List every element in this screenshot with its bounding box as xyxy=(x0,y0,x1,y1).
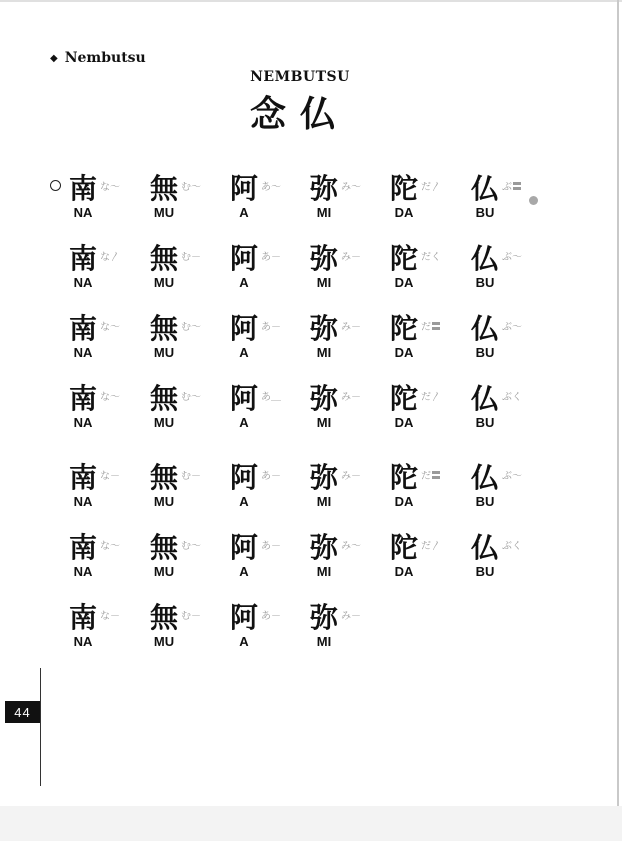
syllable-kana: ぶ〜 xyxy=(502,471,522,482)
syllable-kana: な〜 xyxy=(100,322,120,333)
syllable-roman: MI xyxy=(316,415,332,430)
syllable-cell xyxy=(470,172,550,222)
syllable-roman: NA xyxy=(73,415,93,430)
syllable-kanji: 弥 xyxy=(309,531,338,564)
syllable-kanji: 阿 xyxy=(229,172,258,205)
syllable-cell xyxy=(149,312,229,362)
syllable-roman: A xyxy=(239,634,249,649)
syllable-kana: み－ xyxy=(341,322,361,333)
syllable-cell xyxy=(389,461,469,511)
syllable-kana: む〜 xyxy=(181,541,201,552)
syllable-roman: BU xyxy=(475,564,495,579)
syllable-kanji: 阿 xyxy=(229,242,258,275)
syllable-cell xyxy=(389,312,469,362)
syllable-roman: MU xyxy=(153,494,175,509)
syllable-roman: MU xyxy=(153,564,175,579)
syllable-kanji: 南 xyxy=(68,172,97,205)
syllable-kanji: 弥 xyxy=(309,382,338,415)
syllable-kanji: 仏 xyxy=(470,172,499,205)
syllable-kanji: 仏 xyxy=(470,242,499,275)
syllable-cell xyxy=(229,531,309,581)
syllable-kana: む〜 xyxy=(181,182,201,193)
syllable-cell xyxy=(229,312,309,362)
syllable-roman: MI xyxy=(316,634,332,649)
syllable-roman: BU xyxy=(475,345,495,360)
syllable-kana: な〜 xyxy=(100,392,120,403)
syllable-kanji: 無 xyxy=(149,382,178,415)
syllable-kana: ぶく xyxy=(502,392,522,403)
syllable-cell xyxy=(68,312,148,362)
syllable-cell xyxy=(389,382,469,432)
syllable-kana: だく xyxy=(421,252,441,263)
syllable-kanji: 南 xyxy=(68,461,97,494)
syllable-kanji: 陀 xyxy=(389,382,418,415)
syllable-kanji: 弥 xyxy=(309,312,338,345)
syllable-roman: BU xyxy=(475,205,495,220)
syllable-kana: ぶく xyxy=(502,541,522,552)
page-rule xyxy=(40,668,41,786)
syllable-kana: だ〓 xyxy=(421,471,441,482)
syllable-kana: み－ xyxy=(341,252,361,263)
syllable-roman: MU xyxy=(153,205,175,220)
syllable-roman: DA xyxy=(394,205,414,220)
syllable-kana: だ〳 xyxy=(421,392,441,403)
syllable-kana: み〜 xyxy=(341,541,361,552)
syllable-cell xyxy=(309,531,389,581)
syllable-kana: ぶ〓 xyxy=(502,182,522,193)
syllable-kanji: 阿 xyxy=(229,382,258,415)
syllable-kanji: 南 xyxy=(68,312,97,345)
syllable-kanji: 無 xyxy=(149,312,178,345)
syllable-cell xyxy=(309,242,389,292)
syllable-kana: な〜 xyxy=(100,541,120,552)
section-label-text: Nembutsu xyxy=(64,50,146,66)
syllable-kanji: 無 xyxy=(149,601,178,634)
syllable-kanji: 南 xyxy=(68,382,97,415)
syllable-kana: だ〳 xyxy=(421,541,441,552)
syllable-cell xyxy=(470,531,550,581)
syllable-cell xyxy=(309,312,389,362)
syllable-roman: NA xyxy=(73,275,93,290)
syllable-kana: ぶ〜 xyxy=(502,322,522,333)
syllable-roman: DA xyxy=(394,415,414,430)
syllable-roman: NA xyxy=(73,564,93,579)
syllable-kana: あ－ xyxy=(261,471,281,482)
syllable-kanji: 阿 xyxy=(229,312,258,345)
syllable-kana: み－ xyxy=(341,471,361,482)
syllable-roman: A xyxy=(239,275,249,290)
syllable-cell xyxy=(229,601,309,651)
syllable-kana: む－ xyxy=(181,611,201,622)
syllable-cell xyxy=(149,531,229,581)
syllable-roman: MI xyxy=(316,494,332,509)
syllable-cell xyxy=(68,461,148,511)
syllable-kanji: 無 xyxy=(149,531,178,564)
syllable-roman: NA xyxy=(73,494,93,509)
diamond-icon: ◆ xyxy=(50,52,58,64)
syllable-cell xyxy=(229,172,309,222)
syllable-cell xyxy=(149,601,229,651)
syllable-roman: MI xyxy=(316,205,332,220)
syllable-cell xyxy=(149,172,229,222)
syllable-roman: NA xyxy=(73,345,93,360)
syllable-cell xyxy=(470,382,550,432)
syllable-roman: DA xyxy=(394,275,414,290)
syllable-kana: な－ xyxy=(100,611,120,622)
syllable-cell xyxy=(389,531,469,581)
syllable-roman: MU xyxy=(153,415,175,430)
syllable-kanji: 南 xyxy=(68,242,97,275)
syllable-kanji: 仏 xyxy=(470,382,499,415)
syllable-kanji: 弥 xyxy=(309,172,338,205)
syllable-kana: み〜 xyxy=(341,182,361,193)
syllable-kana: な〳 xyxy=(100,252,120,263)
syllable-cell xyxy=(389,172,469,222)
syllable-roman: A xyxy=(239,564,249,579)
syllable-roman: A xyxy=(239,494,249,509)
syllable-kana: あ－ xyxy=(261,252,281,263)
syllable-roman: A xyxy=(239,415,249,430)
syllable-roman: BU xyxy=(475,415,495,430)
syllable-cell xyxy=(68,382,148,432)
syllable-roman: DA xyxy=(394,564,414,579)
syllable-kana: な〜 xyxy=(100,182,120,193)
page-top-edge xyxy=(0,0,622,2)
syllable-cell xyxy=(470,312,550,362)
syllable-cell xyxy=(229,461,309,511)
syllable-roman: BU xyxy=(475,275,495,290)
syllable-kana: あ－ xyxy=(261,541,281,552)
syllable-kanji: 南 xyxy=(68,531,97,564)
syllable-roman: DA xyxy=(394,345,414,360)
syllable-kana: あ－ xyxy=(261,322,281,333)
syllable-kana: み－ xyxy=(341,392,361,403)
syllable-kanji: 阿 xyxy=(229,601,258,634)
syllable-kanji: 無 xyxy=(149,461,178,494)
syllable-roman: DA xyxy=(394,494,414,509)
syllable-kana: あ－ xyxy=(261,611,281,622)
syllable-kanji: 阿 xyxy=(229,531,258,564)
syllable-kanji: 陀 xyxy=(389,312,418,345)
syllable-kanji: 阿 xyxy=(229,461,258,494)
syllable-kanji: 仏 xyxy=(470,461,499,494)
syllable-kana: む〜 xyxy=(181,322,201,333)
syllable-cell xyxy=(470,461,550,511)
page-bottom-margin xyxy=(0,806,622,841)
syllable-cell xyxy=(149,382,229,432)
syllable-cell xyxy=(309,172,389,222)
syllable-cell xyxy=(309,382,389,432)
syllable-kanji: 仏 xyxy=(470,312,499,345)
syllable-kana: だ〓 xyxy=(421,322,441,333)
syllable-kana: み－ xyxy=(341,611,361,622)
syllable-cell xyxy=(68,601,148,651)
syllable-roman: A xyxy=(239,345,249,360)
page-right-edge xyxy=(617,0,619,808)
syllable-kanji: 南 xyxy=(68,601,97,634)
syllable-kanji: 陀 xyxy=(389,172,418,205)
syllable-roman: MI xyxy=(316,275,332,290)
syllable-kanji: 弥 xyxy=(309,242,338,275)
syllable-kana: あ〜 xyxy=(261,182,281,193)
syllable-cell xyxy=(309,461,389,511)
syllable-kanji: 陀 xyxy=(389,242,418,275)
syllable-kana: む－ xyxy=(181,471,201,482)
syllable-kanji: 仏 xyxy=(470,531,499,564)
syllable-roman: NA xyxy=(73,205,93,220)
circle-icon xyxy=(50,180,61,191)
syllable-cell xyxy=(68,172,148,222)
syllable-kanji: 弥 xyxy=(309,601,338,634)
syllable-cell xyxy=(470,242,550,292)
syllable-cell xyxy=(68,242,148,292)
syllable-roman: MI xyxy=(316,345,332,360)
section-label xyxy=(50,50,146,66)
syllable-cell xyxy=(309,601,389,651)
syllable-cell xyxy=(229,242,309,292)
syllable-roman: BU xyxy=(475,494,495,509)
syllable-cell xyxy=(229,382,309,432)
syllable-roman: MU xyxy=(153,345,175,360)
syllable-cell xyxy=(68,531,148,581)
syllable-roman: MU xyxy=(153,634,175,649)
page-title-kanji: 念仏 xyxy=(249,93,350,135)
syllable-kanji: 無 xyxy=(149,242,178,275)
syllable-roman: A xyxy=(239,205,249,220)
syllable-kana: あ＿ xyxy=(261,392,281,403)
page-title-roman: NEMBUTSU xyxy=(250,69,350,85)
page-number: 44 xyxy=(5,701,40,723)
syllable-roman: MU xyxy=(153,275,175,290)
syllable-roman: NA xyxy=(73,634,93,649)
syllable-kanji: 無 xyxy=(149,172,178,205)
syllable-kana: ぶ〜 xyxy=(502,252,522,263)
syllable-kanji: 陀 xyxy=(389,531,418,564)
syllable-roman: MI xyxy=(316,564,332,579)
syllable-cell xyxy=(149,242,229,292)
syllable-kana: む〜 xyxy=(181,392,201,403)
syllable-kana: む－ xyxy=(181,252,201,263)
syllable-cell xyxy=(389,242,469,292)
syllable-kana: な－ xyxy=(100,471,120,482)
syllable-cell xyxy=(149,461,229,511)
syllable-kana: だ〳 xyxy=(421,182,441,193)
syllable-kanji: 陀 xyxy=(389,461,418,494)
syllable-kanji: 弥 xyxy=(309,461,338,494)
